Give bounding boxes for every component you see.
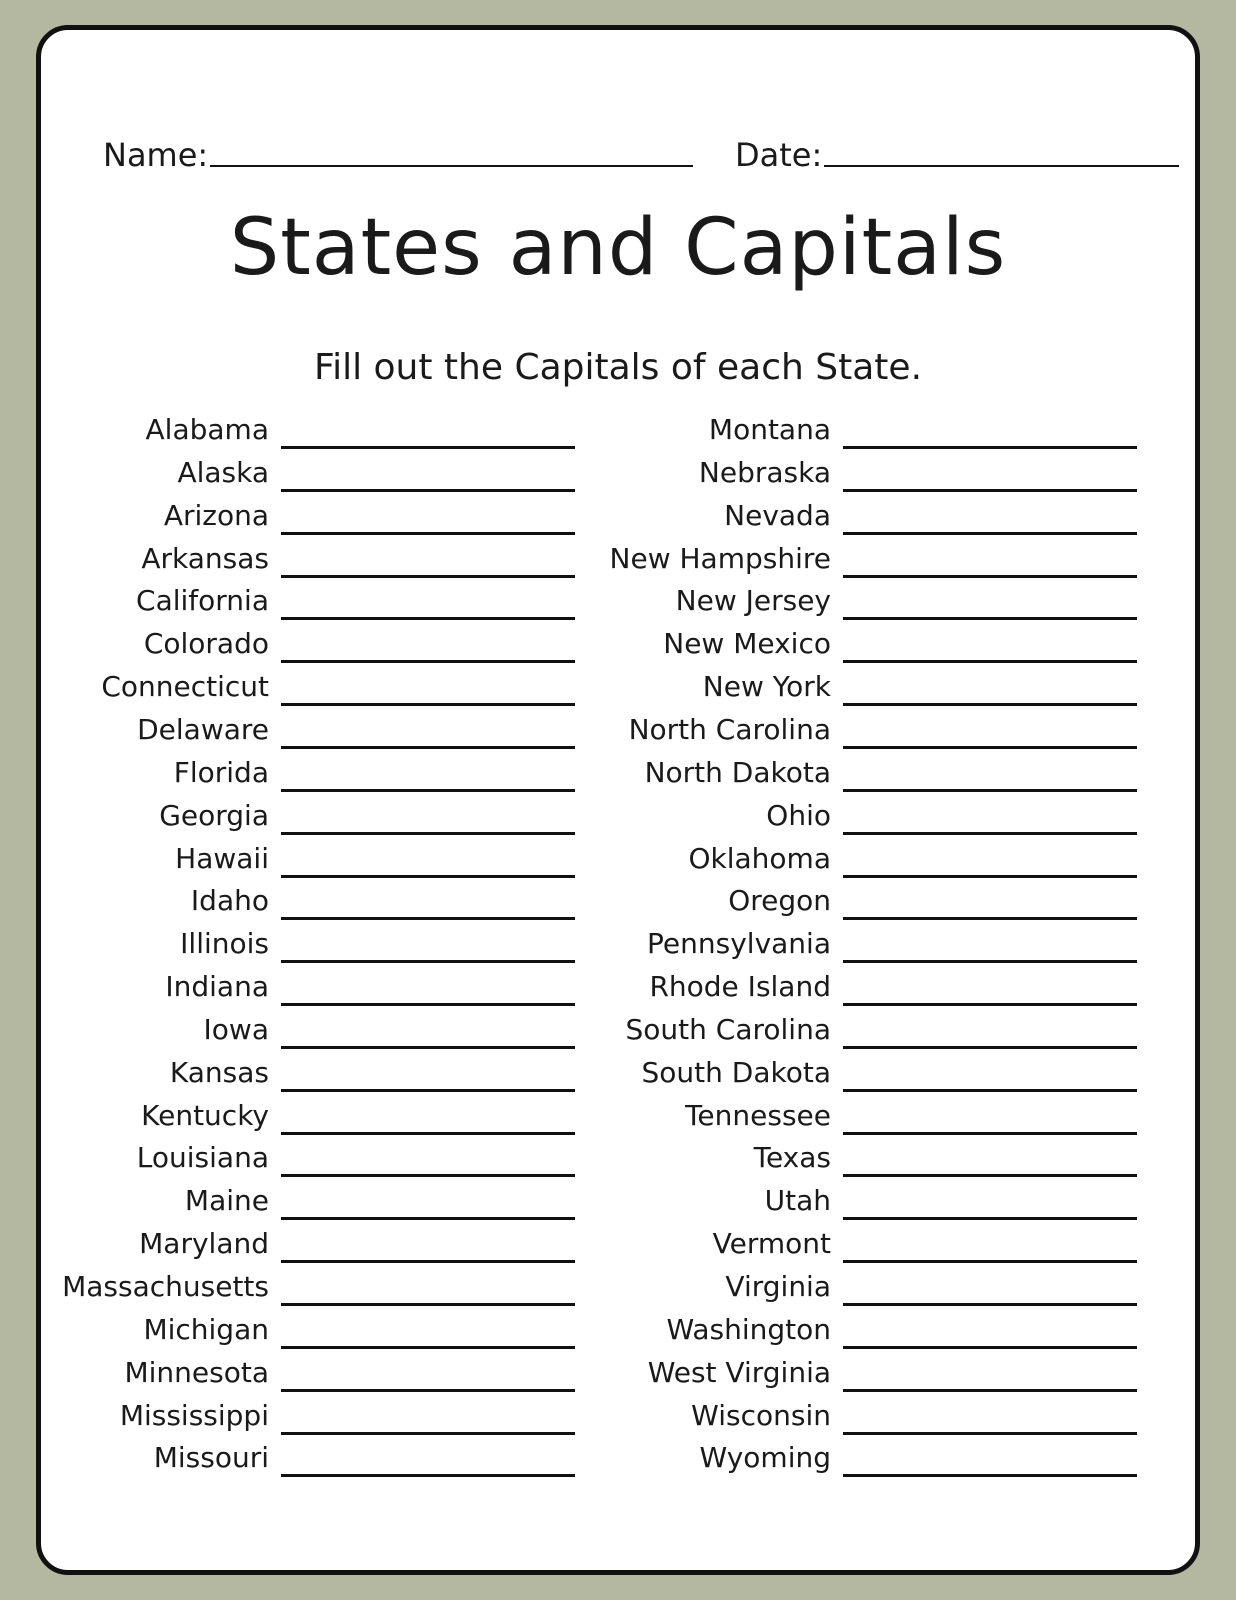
state-row: [591, 839, 1171, 883]
capital-answer-line[interactable]: [281, 489, 575, 492]
state-row: [591, 1096, 1171, 1140]
state-row: [29, 1396, 609, 1440]
state-name: Indiana: [165, 970, 269, 1004]
capital-answer-line[interactable]: [281, 703, 575, 706]
capital-answer-line[interactable]: [281, 1260, 575, 1263]
state-name: Iowa: [203, 1012, 269, 1046]
capital-answer-line[interactable]: [281, 1003, 575, 1006]
capital-answer-line[interactable]: [843, 1003, 1137, 1006]
state-name: Washington: [666, 1312, 831, 1346]
state-name: West Virginia: [647, 1355, 831, 1389]
date-field[interactable]: [735, 130, 1179, 174]
state-row: [591, 1353, 1171, 1397]
date-answer-line[interactable]: [824, 135, 1179, 167]
capital-answer-line[interactable]: [281, 1389, 575, 1392]
state-row: [591, 1396, 1171, 1440]
state-row: [29, 624, 609, 668]
state-name: Arizona: [163, 498, 269, 532]
state-name: New Hampshire: [609, 541, 831, 575]
capital-answer-line[interactable]: [843, 703, 1137, 706]
state-name: Oklahoma: [688, 841, 831, 875]
state-name: Wyoming: [699, 1441, 831, 1475]
capital-answer-line[interactable]: [843, 875, 1137, 878]
state-name: Mississippi: [119, 1398, 269, 1432]
state-row: [591, 1224, 1171, 1268]
capital-answer-line[interactable]: [281, 1132, 575, 1135]
state-row: [29, 410, 609, 454]
state-name: Nevada: [724, 498, 831, 532]
capital-answer-line[interactable]: [843, 660, 1137, 663]
capital-answer-line[interactable]: [843, 446, 1137, 449]
state-row: [591, 496, 1171, 540]
capital-answer-line[interactable]: [281, 446, 575, 449]
capital-answer-line[interactable]: [843, 1432, 1137, 1435]
state-row: [29, 581, 609, 625]
date-label: Date:: [735, 136, 823, 174]
state-name: Louisiana: [136, 1141, 269, 1175]
state-name: Ohio: [766, 798, 831, 832]
state-row: [591, 1010, 1171, 1054]
state-row: [591, 539, 1171, 583]
capital-answer-line[interactable]: [843, 960, 1137, 963]
state-name: North Dakota: [644, 755, 831, 789]
worksheet-page: [36, 25, 1200, 1575]
capital-answer-line[interactable]: [843, 917, 1137, 920]
capital-answer-line[interactable]: [281, 1046, 575, 1049]
capital-answer-line[interactable]: [843, 1217, 1137, 1220]
capital-answer-line[interactable]: [281, 1089, 575, 1092]
state-row: [591, 410, 1171, 454]
state-row: [29, 1010, 609, 1054]
state-name: Texas: [753, 1141, 831, 1175]
capital-answer-line[interactable]: [281, 789, 575, 792]
state-name: Minnesota: [124, 1355, 269, 1389]
state-row: [29, 539, 609, 583]
capital-answer-line[interactable]: [281, 832, 575, 835]
state-row: [29, 839, 609, 883]
name-field[interactable]: [103, 130, 693, 174]
worksheet-instructions: Fill out the Capitals of each State.: [313, 347, 923, 388]
state-name: Montana: [708, 413, 831, 446]
state-row: [29, 1267, 609, 1311]
worksheet-title: States and Capitals: [229, 203, 1007, 293]
capital-answer-line[interactable]: [843, 1474, 1137, 1477]
state-name: Massachusetts: [62, 1270, 269, 1303]
state-name: Maryland: [139, 1227, 269, 1261]
state-row: [591, 624, 1171, 668]
state-name: Maine: [184, 1184, 269, 1218]
state-name: Tennessee: [685, 1098, 831, 1132]
state-name: Idaho: [190, 884, 269, 918]
state-name: Delaware: [137, 712, 269, 746]
state-row: [591, 1267, 1171, 1311]
state-name: South Carolina: [625, 1012, 831, 1046]
state-name: New Jersey: [675, 584, 831, 618]
state-name: Michigan: [143, 1312, 269, 1346]
state-name: Vermont: [712, 1227, 831, 1261]
state-name: Kentucky: [141, 1098, 269, 1132]
state-name: Missouri: [153, 1441, 269, 1475]
state-name: New Mexico: [663, 627, 831, 661]
capital-answer-line[interactable]: [843, 1260, 1137, 1263]
state-row: [29, 453, 609, 497]
capital-answer-line[interactable]: [843, 1046, 1137, 1049]
state-name: North Carolina: [628, 712, 831, 746]
state-row: [29, 924, 609, 968]
state-row: [591, 1438, 1171, 1482]
state-name: Alaska: [177, 455, 269, 489]
capital-answer-line[interactable]: [843, 832, 1137, 835]
state-row: [591, 881, 1171, 925]
capital-answer-line[interactable]: [843, 1303, 1137, 1306]
capital-answer-line[interactable]: [281, 1432, 575, 1435]
capital-answer-line[interactable]: [281, 660, 575, 663]
state-row: [29, 1138, 609, 1182]
state-row: [591, 924, 1171, 968]
state-name: Connecticut: [101, 670, 269, 704]
capital-answer-line[interactable]: [281, 1474, 575, 1477]
capital-answer-line[interactable]: [843, 489, 1137, 492]
state-name: California: [136, 584, 269, 618]
capital-answer-line[interactable]: [843, 617, 1137, 620]
capital-answer-line[interactable]: [843, 1174, 1137, 1177]
state-row: [29, 496, 609, 540]
capital-answer-line[interactable]: [281, 532, 575, 535]
state-name: South Dakota: [641, 1055, 831, 1089]
capital-answer-line[interactable]: [843, 789, 1137, 792]
state-name: Illinois: [180, 927, 269, 961]
capital-answer-line[interactable]: [281, 917, 575, 920]
state-name: New York: [702, 670, 831, 704]
state-row: [29, 1438, 609, 1482]
state-name: Hawaii: [175, 841, 269, 875]
state-name: Rhode Island: [649, 970, 831, 1004]
capital-answer-line[interactable]: [281, 1346, 575, 1349]
state-name: Alabama: [145, 413, 269, 446]
capital-answer-line[interactable]: [843, 1089, 1137, 1092]
state-name: Colorado: [143, 627, 269, 661]
capital-answer-line[interactable]: [843, 1389, 1137, 1392]
state-row: [591, 710, 1171, 754]
state-name: Nebraska: [698, 455, 831, 489]
capital-answer-line[interactable]: [843, 1132, 1137, 1135]
capital-answer-line[interactable]: [843, 532, 1137, 535]
state-row: [591, 796, 1171, 840]
capital-answer-line[interactable]: [281, 1217, 575, 1220]
state-row: [591, 753, 1171, 797]
state-name: Arkansas: [141, 541, 269, 575]
state-row: [29, 1096, 609, 1140]
state-name: Wisconsin: [691, 1398, 831, 1432]
name-label: Name:: [103, 136, 209, 174]
state-row: [29, 1224, 609, 1268]
state-row: [591, 1181, 1171, 1225]
capital-answer-line[interactable]: [843, 746, 1137, 749]
capital-answer-line[interactable]: [281, 875, 575, 878]
capital-answer-line[interactable]: [281, 1174, 575, 1177]
state-name: Virginia: [725, 1270, 831, 1303]
state-row: [29, 967, 609, 1011]
state-row: [29, 1053, 609, 1097]
state-row: [29, 881, 609, 925]
state-row: [29, 1353, 609, 1397]
state-row: [591, 1310, 1171, 1354]
state-name: Pennsylvania: [647, 927, 831, 961]
state-row: [591, 667, 1171, 711]
state-row: [29, 1181, 609, 1225]
state-name: Utah: [764, 1184, 831, 1218]
state-row: [29, 753, 609, 797]
state-row: [29, 1310, 609, 1354]
state-name: Oregon: [728, 884, 831, 918]
capital-answer-line[interactable]: [843, 1346, 1137, 1349]
state-name: Florida: [173, 755, 269, 789]
state-name: Kansas: [169, 1055, 269, 1089]
state-row: [29, 796, 609, 840]
state-row: [591, 1053, 1171, 1097]
capital-answer-line[interactable]: [843, 575, 1137, 578]
capital-answer-line[interactable]: [281, 1303, 575, 1306]
capital-answer-line[interactable]: [281, 960, 575, 963]
state-row: [591, 453, 1171, 497]
state-row: [29, 710, 609, 754]
name-answer-line[interactable]: [210, 135, 693, 167]
state-row: [29, 667, 609, 711]
state-row: [591, 1138, 1171, 1182]
capital-answer-line[interactable]: [281, 575, 575, 578]
capital-answer-line[interactable]: [281, 617, 575, 620]
capital-answer-line[interactable]: [281, 746, 575, 749]
state-row: [591, 967, 1171, 1011]
state-row: [591, 581, 1171, 625]
state-name: Georgia: [159, 798, 269, 832]
